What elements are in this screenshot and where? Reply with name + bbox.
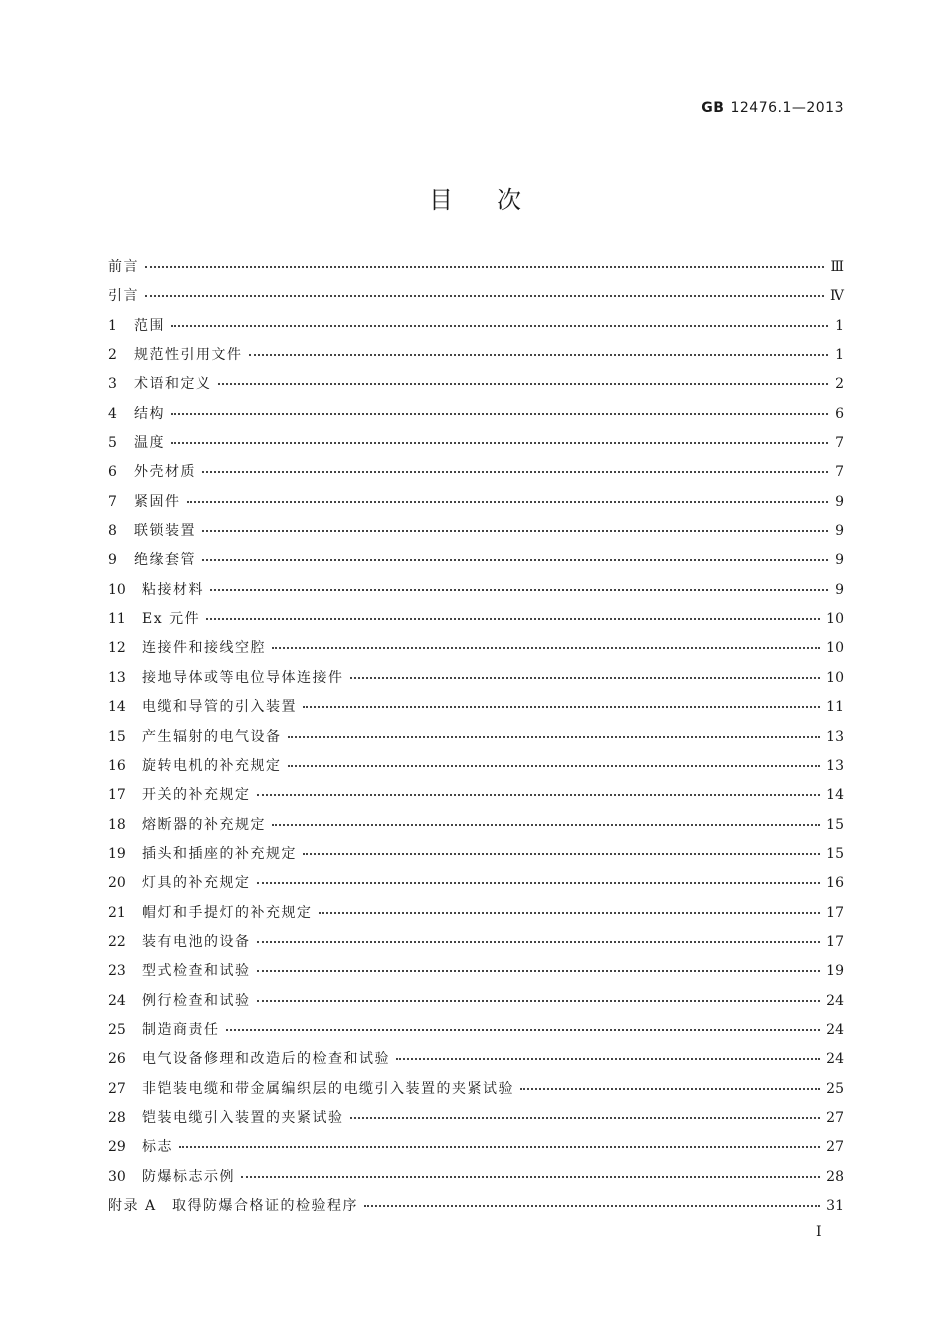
- toc-entry-page: 31: [826, 1198, 844, 1214]
- toc-entry-title: 联锁装置: [134, 523, 196, 540]
- toc-entry-title: 前言: [108, 259, 139, 275]
- dot-leader: [145, 295, 824, 297]
- toc-entry-title: 开关的补充规定: [142, 787, 251, 804]
- dot-leader: [202, 471, 828, 473]
- toc-entry-title: 非铠装电缆和带金属编织层的电缆引入装置的夹紧试验: [142, 1080, 514, 1097]
- dot-leader: [257, 970, 821, 972]
- dot-leader: [272, 647, 820, 649]
- toc-entry-title: Ex 元件: [142, 611, 201, 628]
- toc-entry[interactable]: [108, 755, 844, 784]
- toc-entry-number: 3: [108, 376, 117, 393]
- dot-leader: [303, 706, 820, 708]
- toc-entry-title: 旋转电机的补充规定: [142, 757, 282, 774]
- toc-entry-number: 13: [108, 669, 126, 686]
- standard-prefix: GB: [701, 100, 725, 116]
- toc-entry-number: 22: [108, 933, 126, 950]
- toc-entry-title: 附录 A 取得防爆合格证的检验程序: [108, 1198, 359, 1214]
- dot-leader: [241, 1176, 820, 1178]
- toc-entry[interactable]: [108, 1166, 844, 1195]
- toc-entry[interactable]: [108, 784, 844, 813]
- toc-entry[interactable]: [108, 344, 844, 373]
- toc-entry[interactable]: [108, 902, 844, 931]
- toc-entry-page: 1: [835, 317, 844, 334]
- dot-leader: [364, 1205, 820, 1207]
- toc-entry-title: 熔断器的补充规定: [142, 816, 266, 833]
- standard-number: [701, 100, 844, 116]
- toc-entry-title: 铠装电缆引入装置的夹紧试验: [142, 1109, 344, 1126]
- dot-leader: [171, 442, 828, 444]
- toc-entry[interactable]: [108, 315, 844, 344]
- toc-entry-title: 制造商责任: [142, 1021, 220, 1038]
- toc-entry[interactable]: [108, 814, 844, 843]
- toc-entry-title: 帽灯和手提灯的补充规定: [142, 904, 313, 921]
- toc-entry-number: 11: [108, 611, 126, 628]
- toc-entry-number: 7: [108, 493, 117, 510]
- toc-entry-number: 23: [108, 963, 126, 980]
- dot-leader: [179, 1146, 820, 1148]
- toc-entry-page: 13: [826, 757, 844, 774]
- toc-entry-title: 产生辐射的电气设备: [142, 728, 282, 745]
- dot-leader: [218, 383, 829, 385]
- dot-leader: [272, 824, 820, 826]
- dot-leader: [249, 354, 829, 356]
- toc-entry-number: 17: [108, 787, 126, 804]
- toc-entry-page: 24: [826, 1021, 844, 1038]
- toc-entry-page: Ⅳ: [830, 288, 844, 305]
- toc-entry-page: 24: [826, 992, 844, 1009]
- dot-leader: [257, 794, 821, 796]
- toc-entry-number: 4: [108, 405, 117, 422]
- dot-leader: [210, 589, 828, 591]
- toc-entry-number: 8: [108, 523, 117, 540]
- toc-entry[interactable]: [108, 549, 844, 578]
- toc-entry-title: 结构: [134, 405, 165, 422]
- dot-leader: [206, 618, 820, 620]
- dot-leader: [396, 1058, 820, 1060]
- toc-entry-title: 例行检查和试验: [142, 992, 251, 1009]
- toc-entry-page: 9: [835, 581, 844, 598]
- toc-entry[interactable]: [108, 696, 844, 725]
- toc-entry-number: 21: [108, 904, 126, 921]
- toc-entry[interactable]: [108, 726, 844, 755]
- dot-leader: [520, 1088, 820, 1090]
- toc-entry-number: 25: [108, 1021, 126, 1038]
- dot-leader: [171, 325, 828, 327]
- toc-entry-title: 外壳材质: [134, 464, 196, 481]
- toc-entry[interactable]: [108, 990, 844, 1019]
- toc-entry-page: 9: [835, 552, 844, 569]
- toc-entry-page: 25: [826, 1080, 844, 1097]
- page-folio: I: [816, 1224, 822, 1240]
- toc-entry[interactable]: [108, 1107, 844, 1136]
- toc-entry-number: 2: [108, 347, 117, 364]
- toc-entry-title: 范围: [134, 317, 165, 334]
- toc-entry-number: 14: [108, 699, 126, 716]
- toc-entry[interactable]: [108, 843, 844, 872]
- standard-code: 12476.1—2013: [730, 100, 844, 116]
- toc-entry-number: 24: [108, 992, 126, 1009]
- toc-entry-page: 27: [826, 1139, 844, 1156]
- toc-entry[interactable]: [108, 1019, 844, 1048]
- toc-entry[interactable]: [108, 872, 844, 901]
- dot-leader: [257, 882, 821, 884]
- toc-entry[interactable]: [108, 520, 844, 549]
- toc-entry-number: 20: [108, 875, 126, 892]
- toc-entry-number: 29: [108, 1139, 126, 1156]
- dot-leader: [202, 559, 828, 561]
- toc-entry-page: 7: [835, 435, 844, 452]
- toc-entry-number: 28: [108, 1109, 126, 1126]
- toc-entry[interactable]: [108, 432, 844, 461]
- dot-leader: [145, 266, 824, 268]
- toc-entry-page: 15: [826, 816, 844, 833]
- toc-entry-number: 10: [108, 581, 126, 598]
- toc-entry-page: 1: [835, 347, 844, 364]
- dot-leader: [187, 501, 829, 503]
- toc-entry-number: 5: [108, 435, 117, 452]
- toc-entry-page: 6: [835, 405, 844, 422]
- toc-entry-title: 灯具的补充规定: [142, 875, 251, 892]
- toc-entry-title: 电气设备修理和改造后的检查和试验: [142, 1051, 390, 1068]
- toc-entry[interactable]: [108, 491, 844, 520]
- dot-leader: [319, 912, 821, 914]
- toc-entry-number: 9: [108, 552, 117, 569]
- toc-entry-title: 防爆标志示例: [142, 1168, 235, 1185]
- toc-entry-page: 24: [826, 1051, 844, 1068]
- toc-entry[interactable]: [108, 1195, 844, 1224]
- toc-entry-title: 引言: [108, 288, 139, 305]
- toc-entry[interactable]: [108, 373, 844, 402]
- toc-entry-title: 电缆和导管的引入装置: [142, 699, 297, 716]
- toc-entry-number: 19: [108, 845, 126, 862]
- toc-entry-title: 插头和插座的补充规定: [142, 845, 297, 862]
- toc-entry-page: 13: [826, 728, 844, 745]
- toc-entry[interactable]: [108, 403, 844, 432]
- toc-entry-page: 17: [826, 933, 844, 950]
- dot-leader: [350, 1117, 821, 1119]
- toc-entry-title: 温度: [134, 435, 165, 452]
- toc-entry[interactable]: [108, 608, 844, 637]
- toc-entry-page: Ⅲ: [830, 259, 844, 275]
- toc-entry-page: 15: [826, 845, 844, 862]
- toc-entry-number: 30: [108, 1168, 126, 1185]
- toc-entry-title: 粘接材料: [142, 581, 204, 598]
- toc-entry-page: 14: [826, 787, 844, 804]
- toc-entry-page: 10: [826, 669, 844, 686]
- toc-entry-number: 27: [108, 1080, 126, 1097]
- dot-leader: [226, 1029, 821, 1031]
- toc-entry-page: 27: [826, 1109, 844, 1126]
- toc-entry-title: 接地导体或等电位导体连接件: [142, 669, 344, 686]
- dot-leader: [171, 413, 828, 415]
- toc-entry-page: 2: [835, 376, 844, 393]
- dot-leader: [288, 736, 821, 738]
- toc-entry[interactable]: [108, 461, 844, 490]
- dot-leader: [257, 941, 821, 943]
- toc-entry-number: 15: [108, 728, 126, 745]
- toc-entry-number: 18: [108, 816, 126, 833]
- toc-entry-page: 10: [826, 640, 844, 657]
- toc-entry-page: 9: [835, 523, 844, 540]
- toc-entry-page: 7: [835, 464, 844, 481]
- toc-entry-page: 11: [826, 699, 844, 716]
- toc-entry[interactable]: [108, 256, 844, 285]
- toc-entry-page: 9: [835, 493, 844, 510]
- toc-entry-page: 16: [826, 875, 844, 892]
- toc-entry-title: 装有电池的设备: [142, 933, 251, 950]
- toc-entry-title: 型式检查和试验: [142, 963, 251, 980]
- toc-entry[interactable]: [108, 1078, 844, 1107]
- toc-entry-title: 术语和定义: [134, 376, 212, 393]
- toc-entry-title: 紧固件: [134, 493, 181, 510]
- toc-entry[interactable]: [108, 579, 844, 608]
- dot-leader: [303, 853, 820, 855]
- dot-leader: [202, 530, 828, 532]
- page-title: 目次: [429, 186, 565, 214]
- toc-entry-title: 规范性引用文件: [134, 347, 243, 364]
- toc-entry[interactable]: [108, 960, 844, 989]
- dot-leader: [350, 677, 821, 679]
- toc-entry[interactable]: [108, 931, 844, 960]
- dot-leader: [288, 765, 821, 767]
- toc-entry-page: 17: [826, 904, 844, 921]
- toc-entry-page: 10: [826, 611, 844, 628]
- toc-entry-page: 28: [826, 1168, 844, 1185]
- toc-entry-number: 16: [108, 757, 126, 774]
- toc-entry[interactable]: [108, 285, 844, 314]
- toc-entry[interactable]: [108, 667, 844, 696]
- toc-entry-number: 6: [108, 464, 117, 481]
- table-of-contents: [108, 256, 844, 1224]
- toc-entry-title: 连接件和接线空腔: [142, 640, 266, 657]
- toc-entry[interactable]: [108, 1136, 844, 1165]
- toc-entry-title: 标志: [142, 1139, 173, 1156]
- toc-entry-number: 1: [108, 317, 117, 334]
- toc-entry[interactable]: [108, 1048, 844, 1077]
- dot-leader: [257, 1000, 821, 1002]
- toc-entry-number: 12: [108, 640, 126, 657]
- toc-entry-page: 19: [826, 963, 844, 980]
- toc-entry-title: 绝缘套管: [134, 552, 196, 569]
- toc-entry[interactable]: [108, 637, 844, 666]
- toc-entry-number: 26: [108, 1051, 126, 1068]
